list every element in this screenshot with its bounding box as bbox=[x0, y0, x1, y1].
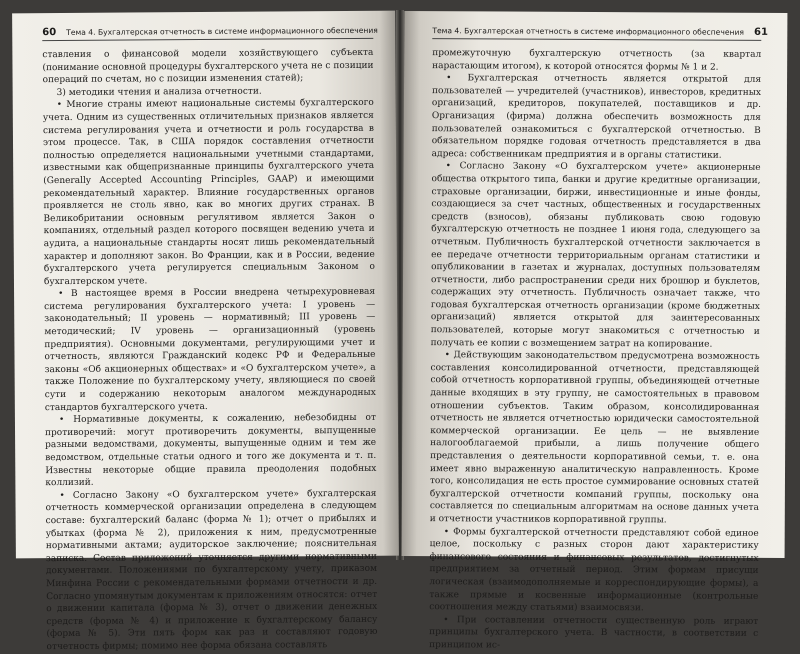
left-running-head bbox=[42, 25, 378, 41]
right-page-text bbox=[429, 47, 761, 653]
left-paragraph: 3) методики чтения и анализа отчетности. bbox=[56, 86, 262, 98]
right-paragraph: • Действующим законодательством предусмотрена возможность составления консолидированной отчетности, представляющей собой отчетность корпоративной группы, объединяющей отчетные данные входящих в эту группу, не самостоятельных в правовом отношении субъектов. Таким образом, консолидированная отчетность не является отчетностью юридически самостоятельной коммерческой организации. Ее цель — не выявление налогооблагаемой прибыли, а лишь получение общего представления о деятельности корпоративной семьи, т. е. она имеет явно выраженную аналитическую направленность. Кроме того, консолидация не есть простое суммирование основных статей бухгалтерской отчетности компаний группы, поскольку она составляется по специальным алгоритмам на основе данных учета и отчетности участников корпоративной группы. bbox=[430, 349, 760, 527]
left-paragraph: • Нормативные документы, к сожалению, небезобидны от противоречий: могут противоречить документы, выпущенные разными ведомствами, документы, выпущенные одним и тем же ведомством, отдельные статьи одного и того же документа и т. п. Известны некоторые общие правила преодоления подобных коллизий. bbox=[45, 412, 377, 490]
left-paragraph: ставления о финансовой модели хозяйствующего субъекта (понимание основной процедуры бухгалтерского учета не с позиции операций по счетам, но с позиции изменения статей); bbox=[42, 47, 374, 86]
right-paragraph: промежуточную бухгалтерскую отчетность (за квартал нарастающим итогом), к которой относятся формы № 1 и 2. bbox=[432, 48, 762, 73]
right-paragraph: • Бухгалтерская отчетность является открытой для пользователей — учредителей (участников), инвесторов, кредитных организаций, кредиторов, покупателей, поставщиков и др. Организация (фирма) должна обеспечить возможность для пользователей ознакомиться с бухгалтерской отчетностью. В обязательном порядке годовая отчетность представляется в два адреса: собственникам предприятия и в органы статистики. bbox=[432, 72, 761, 162]
left-paragraph: • Многие страны имеют национальные системы бухгалтерского учета. Одним из существенных отличительных признаков является система регулирования учета и отчетности и роль государства в этом процессе. Так, в США порядок составления отчетности полностью определяется национальными учетными стандартами, известными как общепризнанные принципы бухгалтерского учета (Generally Accepted Accounting Principles, GAAP) и имеющими рекомендательный характер. Влияние государственных органов проявляется не столь явно, как во многих других странах. В Великобритании основным регулятивом является Закон о компаниях, отдельный раздел которого посвящен ведению учета и аудита, а национальные стандарты носят лишь рекомендательный характер и дополняют закон. Во Франции, как и в России, ведение бухгалтерского учета регулируется специальным Законом о бухгалтерском учете. bbox=[43, 97, 375, 288]
left-paragraph: • В настоящее время в России внедрена четырехуровневая система регулирования бухгалтерского учета: I уровень — законодательный; II уровень — нормативный; III уровень — методический; IV уровень — организационный (уровень предприятия). Основными документами, регулирующими учет и отчетность, являются Гражданский кодекс РФ и Федеральные законы «Об акционерных обществах» и «О бухгалтерском учете», а также Положение по бухгалтерскому учету, являющиеся по своей сути и содержанию некоторым аналогом международных стандартов бухгалтерского учета. bbox=[44, 286, 376, 414]
right-paragraph: • Формы бухгалтерской отчетности представляют собой единое целое, поскольку с разных сторон дают характеристику финансового состояния и финансовых результатов, достигнутых предприятием за отчетный период. Этим формам присущи логическая (взаимодополняемые и корреспондирующие формы), а также прямые и косвенные информационные (контрольные соотношения между статьями) взаимосвязи. bbox=[429, 526, 758, 616]
left-running-head-title: Тема 4. Бухгалтерская отчетность в системе информационного обеспечения bbox=[66, 25, 378, 37]
right-paragraph: • При составлении отчетности существенную роль играют принципы бухгалтерского учета. В частности, в соответствии с принципом ис- bbox=[429, 614, 758, 654]
right-running-head bbox=[432, 25, 768, 41]
left-page bbox=[12, 11, 399, 653]
left-page-number: 60 bbox=[42, 27, 57, 39]
right-page-number: 61 bbox=[753, 26, 768, 38]
left-paragraph: • Согласно Закону «О бухгалтерском учете» бухгалтерская отчетность коммерческой организации определена в следующем составе: бухгалтерский баланс (форма № 1); отчет о прибылях и убытках (форма № 2), приложения к ним, предусмотренные нормативными актами; аудиторское заключение; пояснительная записка. Состав приложений уточняется другими нормативными документами. Положениями по бухгалтерскому учету, приказом Минфина России с рекомендательными формами отчетности и др. Согласно упомянутым документам к приложениям относятся: отчет о движении капитала (форма № 3), отчет о движении денежных средств (форма № 4) и приложение к бухгалтерскому балансу (форма № 5). Эти пять форм как раз и составляют годовую отчетность фирмы; помимо нее форма обязана составлять bbox=[45, 488, 377, 654]
left-page-text bbox=[42, 47, 377, 654]
right-running-head-title: Тема 4. Бухгалтерская отчетность в системе информационного обеспечения bbox=[432, 26, 745, 37]
right-page bbox=[402, 11, 788, 651]
right-paragraph: • Согласно Закону «О бухгалтерском учете» акционерные общества открытого типа, банки и другие кредитные организации, страховые организации, биржи, инвестиционные и иные фонды, создающиеся за счет частных, общественных и государственных средств (взносов), обязаны публиковать свою годовую бухгалтерскую отчетность не позднее 1 июня года, следующего за отчетным. Публичность бухгалтерской отчетности заключается в ее передаче отчетности территориальным органам статистики и опубликовании в газетах и журналах, доступных пользователям отчетности, либо распространении среди них брошюр и буклетов, содержащих эту отчетность. Публичность означает также, что годовая бухгалтерская отчетность организации (кроме бюджетных организаций) является открытой для заинтересованных пользователей, которые могут знакомиться с отчетностью и получать ее копии с возмещением затрат на копирование. bbox=[431, 160, 761, 351]
